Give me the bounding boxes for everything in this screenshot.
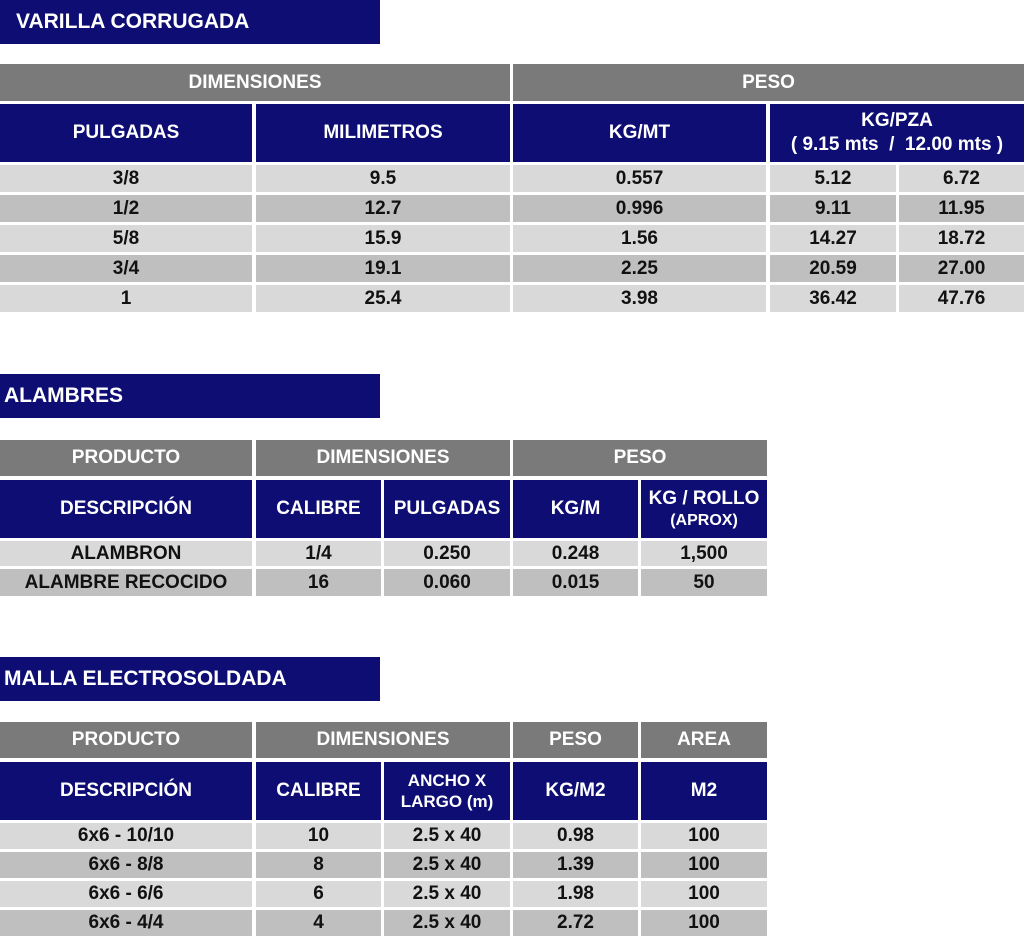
table-cell: 1 [0,285,252,312]
table-cell: 14.27 [770,225,896,252]
table-cell: 1/4 [256,541,381,566]
varilla-group-dimensiones: DIMENSIONES [0,64,510,101]
table-cell: 5/8 [0,225,252,252]
table-cell: 25.4 [256,285,510,312]
table-cell: 4 [256,910,381,936]
table-cell: 1/2 [0,195,252,222]
table-cell: 1.39 [513,852,638,878]
table-cell: 1.56 [513,225,766,252]
alambres-group-producto: PRODUCTO [0,440,252,476]
table-cell: 27.00 [899,255,1024,282]
table-cell: 0.060 [384,569,510,596]
table-cell: 100 [641,910,767,936]
table-cell: 0.015 [513,569,638,596]
varilla-header-kgpza [770,104,1024,162]
table-cell: 15.9 [256,225,510,252]
alambres-group-dimensiones: DIMENSIONES [256,440,510,476]
table-cell: 1,500 [641,541,767,566]
table-cell: 50 [641,569,767,596]
alambres-group-peso: PESO [513,440,767,476]
section-title-alambres-text: ALAMBRES [4,384,123,407]
table-cell: 100 [641,823,767,849]
malla-header-kgm2: KG/M2 [513,762,638,820]
table-cell: 47.76 [899,285,1024,312]
table-cell: 2.5 x 40 [384,910,510,936]
table-cell: 19.1 [256,255,510,282]
varilla-header-kgpza-line1: KG/PZA [861,110,933,132]
table-cell: 1.98 [513,881,638,907]
table-cell: 100 [641,881,767,907]
table-cell: 0.98 [513,823,638,849]
alambres-header-kgrollo [641,480,767,538]
table-cell: ALAMBRON [0,541,252,566]
table-cell: 2.5 x 40 [384,881,510,907]
varilla-header-pulgadas: PULGADAS [0,104,252,162]
table-cell: 8 [256,852,381,878]
table-cell: 2.5 x 40 [384,823,510,849]
table-cell: 0.996 [513,195,766,222]
alambres-header-descripcion: DESCRIPCIÓN [0,480,252,538]
malla-header-calibre: CALIBRE [256,762,381,820]
table-cell: 0.557 [513,165,766,192]
section-title-malla-text: MALLA ELECTROSOLDADA [4,667,287,690]
table-cell: 11.95 [899,195,1024,222]
table-cell: 0.250 [384,541,510,566]
table-cell: 5.12 [770,165,896,192]
table-cell: 3/8 [0,165,252,192]
alambres-header-kgm: KG/M [513,480,638,538]
section-title-alambres [0,374,380,418]
malla-header-m2: M2 [641,762,767,820]
malla-group-dimensiones: DIMENSIONES [256,722,510,758]
varilla-group-peso: PESO [513,64,1024,101]
alambres-header-kgrollo-line2: (APROX) [670,511,738,529]
section-title-malla [0,657,380,701]
table-cell: 3.98 [513,285,766,312]
table-cell: 100 [641,852,767,878]
malla-header-ancho-line2: LARGO (m) [400,792,494,811]
table-cell: 12.7 [256,195,510,222]
table-cell: 2.72 [513,910,638,936]
table-cell: 36.42 [770,285,896,312]
table-cell: 6x6 - 6/6 [0,881,252,907]
malla-group-peso: PESO [513,722,638,758]
table-cell: 9.11 [770,195,896,222]
malla-header-ancho-largo [384,762,510,820]
varilla-header-kgpza-line2: ( 9.15 mts / 12.00 mts ) [790,134,1004,155]
varilla-header-kgmt: KG/MT [513,104,766,162]
section-title-varilla-text: VARILLA CORRUGADA [16,10,250,33]
malla-group-producto: PRODUCTO [0,722,252,758]
table-cell: 10 [256,823,381,849]
table-cell: 9.5 [256,165,510,192]
section-title-varilla [0,0,380,44]
table-cell: 0.248 [513,541,638,566]
table-cell: 6x6 - 10/10 [0,823,252,849]
table-cell: 6x6 - 4/4 [0,910,252,936]
table-cell: 3/4 [0,255,252,282]
table-cell: 16 [256,569,381,596]
malla-header-descripcion: DESCRIPCIÓN [0,762,252,820]
table-cell: 2.25 [513,255,766,282]
table-cell: 2.5 x 40 [384,852,510,878]
table-cell: ALAMBRE RECOCIDO [0,569,252,596]
table-cell: 6x6 - 8/8 [0,852,252,878]
varilla-header-milimetros: MILIMETROS [256,104,510,162]
table-cell: 18.72 [899,225,1024,252]
alambres-header-calibre: CALIBRE [256,480,381,538]
table-cell: 6 [256,881,381,907]
alambres-header-kgrollo-line1: KG / ROLLO [648,488,760,510]
malla-group-area: AREA [641,722,767,758]
malla-header-ancho-line1: ANCHO X [407,770,487,790]
alambres-header-pulgadas: PULGADAS [384,480,510,538]
table-cell: 6.72 [899,165,1024,192]
table-cell: 20.59 [770,255,896,282]
